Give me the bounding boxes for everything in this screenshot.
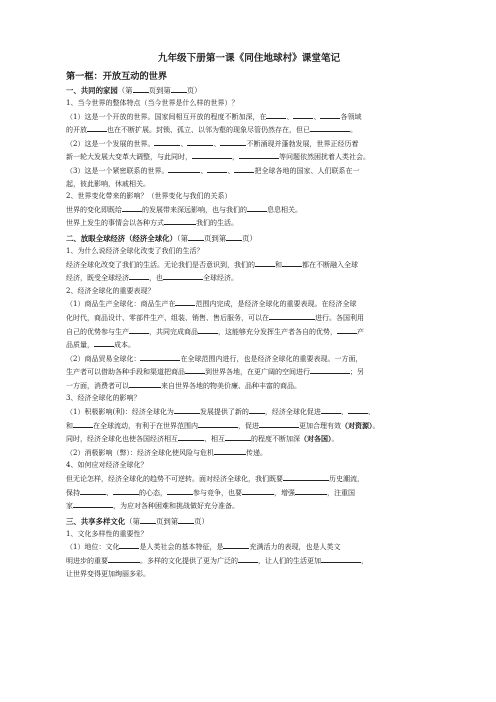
fill-in-blank [320, 110, 340, 119]
fill-in-blank [113, 486, 139, 495]
text-line: （1）积极影响(利)：经济全球化为 发展提供了新的 ，经济全球化促进 、 、 [66, 405, 432, 419]
fill-in-blank [174, 405, 200, 414]
fill-in-blank [94, 338, 114, 347]
text-line: 1、当今世界的整体特点（当今世界是什么样的世界）？ [66, 99, 239, 107]
text-line: 3、经济全球化的影响？ [66, 394, 141, 403]
fill-in-blank [140, 352, 180, 361]
text-line: 明进步的重要 。多样的文化提供了更为广泛的 ，让人们的生活更加 ， [66, 554, 432, 568]
fill-in-blank [321, 554, 361, 563]
fill-in-blank [266, 110, 286, 119]
fill-in-blank [282, 258, 302, 267]
fill-in-blank [73, 499, 113, 508]
fill-in-blank [226, 232, 242, 241]
fill-in-blank [234, 164, 254, 173]
text-line: 和 在全球流动，有利于在世界范围内 ，促进 更加合理有效（对资源）。 [66, 420, 380, 430]
fill-in-blank [163, 271, 203, 280]
fill-in-blank [310, 123, 350, 132]
fill-in-blank [133, 84, 149, 93]
fill-in-blank [214, 446, 246, 455]
text-line: 新一轮大发展大变革大调整，与此同时， ， 等问题依然困扰着人类社会。 [66, 150, 432, 164]
text-line: （2）商品贸易全球化： 在全球范围内进行，也是经济全球化的重要表现。一方面， [66, 352, 432, 366]
text-line: 品质量， 成本。 [66, 338, 432, 352]
fill-in-blank [198, 419, 238, 428]
fill-in-blank [171, 84, 187, 93]
fill-in-blank [87, 123, 107, 132]
text-line: 家 ，为应对各种困难和挑战做好充分准备。 [66, 499, 432, 513]
fill-in-blank [198, 325, 218, 334]
text-line: 一方面，消费者可以 来自世界各地的物美价廉、品种丰富的商品。 [66, 379, 432, 393]
fill-in-blank [239, 150, 279, 159]
fill-in-blank [348, 405, 368, 414]
fill-in-blank [129, 379, 161, 388]
text-line: （2）消极影响（弊）：经济全球化使风险与危机 传递。 [66, 446, 432, 460]
fill-in-blank [283, 472, 329, 481]
text-line: （3）这是一个紧密联系的世界。 、 、 把全球各地的国家、人们联系在一 [66, 164, 432, 178]
fill-in-blank [178, 432, 204, 441]
fill-in-blank [175, 297, 195, 306]
fill-in-blank [220, 137, 246, 146]
text-line: 2、经济全球化的重要表现？ [66, 286, 155, 295]
fill-in-blank [207, 164, 227, 173]
text-line: 经济全球化改变了我们的生活。无论我们是否意识到，我们的 和 都在不断融入全球 [66, 258, 432, 272]
fill-in-blank [225, 432, 251, 441]
text-line: 世界上发生的事情会以各种方式 我们的生活。 [66, 216, 432, 230]
fill-in-blank [192, 150, 232, 159]
fill-in-blank [223, 540, 249, 549]
fill-in-blank [242, 486, 274, 495]
text-line: 起，彼此影响，休戚相关。 [66, 179, 150, 188]
text-line: （1）地位：文化 是人类社会的基本特征，是 充满活力的表现，也是人类文 [66, 540, 432, 554]
fill-in-blank [119, 540, 139, 549]
fill-in-blank [129, 271, 149, 280]
fill-in-blank [164, 216, 196, 225]
fill-in-blank [293, 110, 313, 119]
section-heading-1: 一、共同的家园（第 页到第 页） [66, 86, 202, 95]
fill-in-blank [168, 164, 200, 173]
fill-in-blank [73, 419, 93, 428]
text-line: 世界的变化即既给 的发展带来深远影响，也与我们的 息息相关。 [66, 203, 432, 217]
fill-in-blank [129, 325, 149, 334]
fill-in-blank [259, 419, 299, 428]
fill-in-blank [108, 554, 140, 563]
lesson-heading: 第一框：开放互动的世界 [66, 71, 168, 82]
text-line: 生产者可以借助各种手段和渠道把商品 到世界各地，在更广阔的空间进行 ；另 [66, 365, 432, 379]
fill-in-blank [238, 554, 258, 563]
text-line: 让世界变得更加绚丽多彩。 [66, 569, 150, 578]
fill-in-blank [80, 486, 106, 495]
fill-in-blank [188, 232, 204, 241]
fill-in-blank [187, 137, 213, 146]
page-title: 九年级下册第一课《同住地球村》课堂笔记 [157, 53, 341, 64]
fill-in-blank [321, 405, 341, 414]
section-heading-2: 二、放眼全球经济（经济全球化）（第 页到第 页） [66, 233, 257, 243]
fill-in-blank [295, 486, 327, 495]
text-line: 4、如何应对经济全球化？ [66, 461, 148, 470]
fill-in-blank [255, 258, 275, 267]
notes-page [66, 50, 432, 580]
text-line: 化时代，商品设计、零部件生产、组装、销售、售后服务，可以在 进行。各国利用 [66, 311, 432, 325]
text-line: 同时，经济全球化也使各国经济相互 、相互 的程度不断加深（对各国）。 [66, 434, 339, 444]
text-line: 2、世界变化带来的影响？（世界变化与我们的关系） [66, 192, 232, 201]
text-line: 经济，既受全球经济 ，也 全球经济。 [66, 271, 432, 285]
fill-in-blank [154, 137, 180, 146]
text-line: 但无论怎样，经济全球化的趋势不可逆转。面对经济全球化，我们既要 历史潮流， [66, 472, 432, 486]
section-heading-3: 三、共享多样文化（第 页到第 页） [66, 516, 209, 526]
text-line: （1）这是一个开放的世界。国家间相互开放的程度不断加深，在 、 、 各领域 [66, 110, 432, 124]
fill-in-blank [310, 365, 350, 374]
text-line: 1、为什么说经济全球化改变了我们的生活？ [66, 246, 204, 255]
fill-in-blank [247, 203, 267, 212]
fill-in-blank [122, 203, 142, 212]
fill-in-blank [269, 311, 315, 320]
fill-in-blank [249, 405, 265, 414]
fill-in-blank [140, 515, 156, 524]
fill-in-blank [167, 486, 193, 495]
text-line: 自己的优势参与生产 ，共同完成商品 ，这能够充分发挥生产者各自的优势， 产 [66, 325, 432, 339]
text-line: 的开放 也在不断扩展。封锁、孤立、以邻为壑的现象尽管仍然存在，但已 。 [66, 123, 432, 137]
fill-in-blank [337, 325, 357, 334]
text-line: 1、文化多样性的重要性？ [66, 529, 148, 538]
text-line: （2）这是一个发展的世界。 、 、 不断涌现并蓬勃发展，世界正经历着 [66, 137, 432, 151]
fill-in-blank [185, 365, 205, 374]
text-line: （1）商品生产全球化：商品生产在 范围内完成，是经济全球化的重要表现。在经济全球 [66, 297, 432, 311]
text-line: 保持 、 的心态， 参与竞争，也要 ，增强 ，注重国 [66, 486, 432, 500]
fill-in-blank [178, 515, 194, 524]
